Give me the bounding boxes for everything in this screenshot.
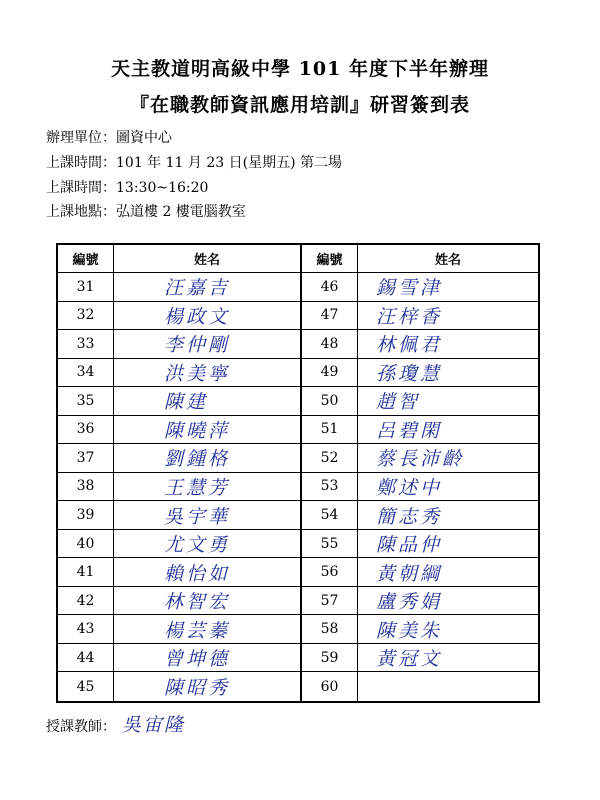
signature-right: 黃朝綱 bbox=[358, 558, 538, 587]
row-number-left: 37 bbox=[58, 444, 114, 473]
row-number-right: 56 bbox=[302, 558, 358, 587]
header-number-right: 編號 bbox=[302, 245, 358, 273]
row-number-right: 58 bbox=[302, 615, 358, 644]
header-name-right: 姓名 bbox=[358, 245, 538, 273]
info-place-value: 弘道樓 2 樓電腦教室 bbox=[116, 204, 246, 220]
row-number-left: 35 bbox=[58, 387, 114, 416]
row-number-right: 55 bbox=[302, 530, 358, 559]
signature-right: 陳品仲 bbox=[358, 530, 538, 559]
info-date-value: 101 年 11 月 23 日(星期五) 第二場 bbox=[116, 155, 342, 171]
signature-right: 錫雪津 bbox=[358, 273, 538, 302]
info-time-value: 13:30~16:20 bbox=[116, 180, 209, 196]
page-subtitle: 『在職教師資訊應用培訓』研習簽到表 bbox=[129, 94, 470, 116]
row-number-right: 52 bbox=[302, 444, 358, 473]
signature-left: 陳建 bbox=[114, 387, 302, 416]
header-number-left: 編號 bbox=[58, 245, 114, 273]
row-number-left: 43 bbox=[58, 615, 114, 644]
signature-left: 洪美寧 bbox=[114, 359, 302, 388]
signature-left: 陳昭秀 bbox=[114, 672, 302, 701]
info-place bbox=[46, 201, 246, 221]
row-number-right: 47 bbox=[302, 302, 358, 331]
signature-left: 陳曉萍 bbox=[114, 416, 302, 445]
row-number-right: 50 bbox=[302, 387, 358, 416]
row-number-left: 42 bbox=[58, 587, 114, 616]
row-number-right: 48 bbox=[302, 330, 358, 359]
info-place-label: 上課地點： bbox=[46, 204, 116, 220]
row-number-right: 60 bbox=[302, 672, 358, 701]
signature-right: 孫瓊慧 bbox=[358, 359, 538, 388]
page-title: 天主教道明高級中學 101 年度下半年辦理 bbox=[111, 58, 489, 80]
signature-left: 楊芸蓁 bbox=[114, 615, 302, 644]
info-unit-label: 辦理單位： bbox=[46, 130, 116, 146]
row-number-left: 39 bbox=[58, 501, 114, 530]
teacher-line bbox=[46, 710, 185, 737]
signature-right: 趙智 bbox=[358, 387, 538, 416]
signature-left: 楊政文 bbox=[114, 302, 302, 331]
row-number-right: 46 bbox=[302, 273, 358, 302]
signature-right: 鄭述中 bbox=[358, 473, 538, 502]
row-number-left: 32 bbox=[58, 302, 114, 331]
signature-right: 林佩君 bbox=[358, 330, 538, 359]
row-number-right: 54 bbox=[302, 501, 358, 530]
signature-left: 吳宇華 bbox=[114, 501, 302, 530]
row-number-left: 40 bbox=[58, 530, 114, 559]
info-date bbox=[46, 152, 342, 172]
row-number-right: 53 bbox=[302, 473, 358, 502]
teacher-signature: 吳宙隆 bbox=[122, 714, 186, 736]
signature-left: 李仲剛 bbox=[114, 330, 302, 359]
row-number-left: 36 bbox=[58, 416, 114, 445]
row-number-left: 41 bbox=[58, 558, 114, 587]
signature-left: 林智宏 bbox=[114, 587, 302, 616]
signature-right: 簡志秀 bbox=[358, 501, 538, 530]
row-number-left: 44 bbox=[58, 644, 114, 673]
signature-right: 呂碧閑 bbox=[358, 416, 538, 445]
info-date-label: 上課時間： bbox=[46, 155, 116, 171]
teacher-label: 授課教師： bbox=[46, 719, 116, 735]
signature-right: 盧秀娟 bbox=[358, 587, 538, 616]
row-number-right: 57 bbox=[302, 587, 358, 616]
row-number-left: 33 bbox=[58, 330, 114, 359]
row-number-right: 51 bbox=[302, 416, 358, 445]
info-time-label: 上課時間： bbox=[46, 180, 116, 196]
signature-left: 王慧芳 bbox=[114, 473, 302, 502]
signature-left: 賴怡如 bbox=[114, 558, 302, 587]
row-number-left: 45 bbox=[58, 672, 114, 701]
row-number-left: 38 bbox=[58, 473, 114, 502]
signature-left: 汪嘉吉 bbox=[114, 273, 302, 302]
info-time bbox=[46, 177, 208, 197]
signature-right: 蔡長沛齡 bbox=[358, 444, 538, 473]
info-unit bbox=[46, 127, 172, 147]
info-unit-value: 圖資中心 bbox=[116, 130, 172, 146]
row-number-left: 31 bbox=[58, 273, 114, 302]
signin-table bbox=[56, 243, 540, 703]
signature-right bbox=[358, 672, 538, 701]
row-number-right: 59 bbox=[302, 644, 358, 673]
row-number-left: 34 bbox=[58, 359, 114, 388]
signature-right: 黃冠文 bbox=[358, 644, 538, 673]
signature-right: 陳美朱 bbox=[358, 615, 538, 644]
signature-left: 劉鍾格 bbox=[114, 444, 302, 473]
signature-left: 尤文勇 bbox=[114, 530, 302, 559]
row-number-right: 49 bbox=[302, 359, 358, 388]
header-name-left: 姓名 bbox=[114, 245, 302, 273]
signature-right: 汪梓香 bbox=[358, 302, 538, 331]
signature-left: 曾坤德 bbox=[114, 644, 302, 673]
